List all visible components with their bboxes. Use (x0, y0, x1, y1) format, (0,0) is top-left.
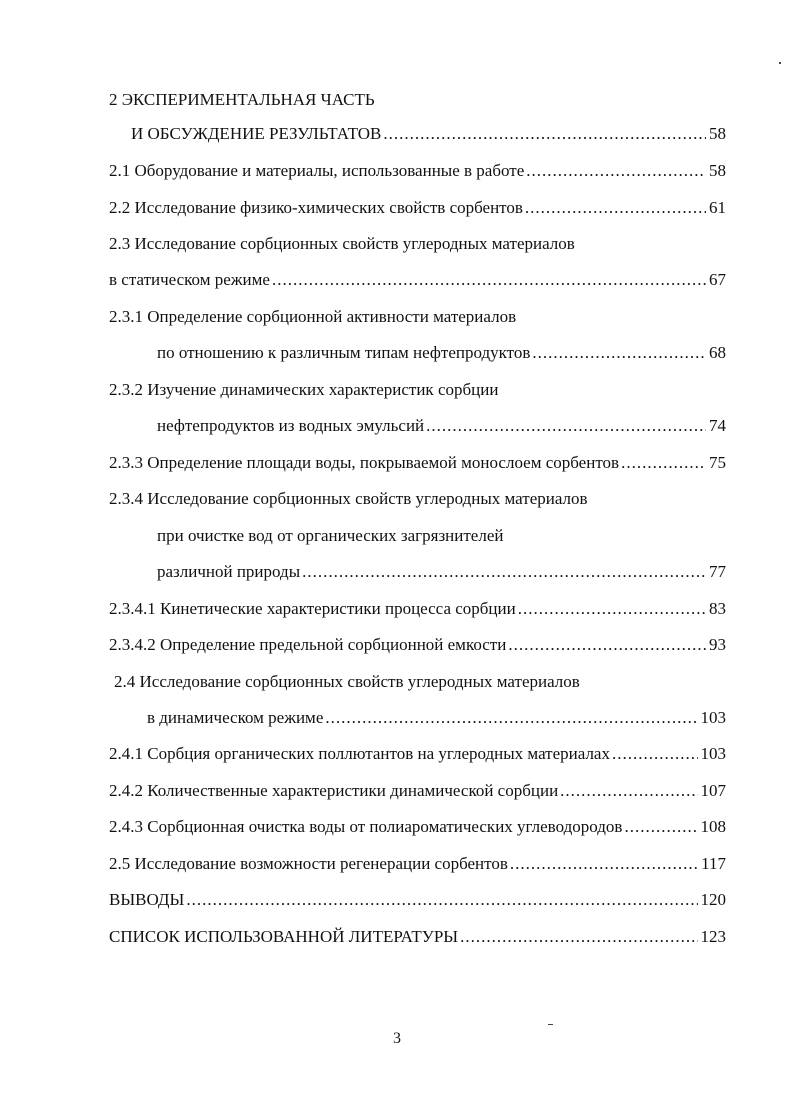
dot-leader (426, 414, 706, 438)
dot-leader (532, 341, 706, 365)
toc-title: 2.3.1 Определение сорбционной активности материалов (109, 307, 517, 326)
toc-title: 2.2 Исследование физико-химических свойств сорбентов (109, 198, 523, 217)
toc-page-number: 123 (700, 927, 726, 946)
dot-leader (460, 925, 697, 949)
scan-speck (548, 1024, 553, 1025)
toc-title: 2.3.3 Определение площади воды, покрываемой монослоем сорбентов (109, 453, 620, 472)
toc-title: 2.3.4.1 Кинетические характеристики процесса сорбции (109, 599, 516, 618)
toc-entry-2-4-1 (109, 742, 726, 766)
dot-leader (624, 815, 697, 839)
dot-leader (508, 633, 706, 657)
toc-page-number: 77 (709, 562, 726, 581)
toc-title: ВЫВОДЫ (109, 890, 185, 909)
toc-page-number: 120 (700, 890, 726, 909)
toc-page-number: 75 (709, 453, 726, 472)
dot-leader (510, 852, 698, 876)
toc-page-number: 74 (709, 416, 726, 435)
toc-title: 2.1 Оборудование и материалы, использованные в работе (109, 161, 525, 180)
toc-page-number: 67 (709, 270, 726, 289)
toc-title: 2.4 Исследование сорбционных свойств углеродных материалов (114, 672, 580, 691)
toc-page-number: 68 (709, 343, 726, 362)
toc-heading-section-2 (109, 88, 726, 112)
toc-entry-2-2 (109, 196, 726, 220)
dot-leader (302, 560, 706, 584)
toc-title: 2.5 Исследование возможности регенерации сорбентов (109, 854, 508, 873)
toc-entry-2-3-4-2 (109, 633, 726, 657)
toc-entry-2-3-3 (109, 451, 726, 475)
toc-entry-2-3 (109, 268, 726, 292)
toc-title: 2.3.2 Изучение динамических характеристик сорбции (109, 380, 499, 399)
dot-leader (525, 196, 706, 220)
scan-speck (779, 62, 781, 64)
dot-leader (526, 159, 706, 183)
toc-page-number: 103 (700, 744, 726, 763)
toc-entry-2-3-1 (157, 341, 726, 365)
toc-title: 2.3 Исследование сорбционных свойств углеродных материалов (109, 234, 575, 253)
toc-entry-2-4-line1 (114, 670, 726, 694)
toc-title: различной природы (157, 562, 301, 581)
toc-entry-2-4-2 (109, 779, 726, 803)
toc-entry-2-3-1-line1 (109, 305, 726, 329)
toc-entry-2-3-4-line1 (109, 487, 726, 511)
dot-leader (383, 122, 706, 146)
toc-page-number: 103 (700, 708, 726, 727)
toc-title: 2.4.1 Сорбция органических поллютантов на углеродных материалах (109, 744, 610, 763)
toc-page-number: 108 (700, 817, 726, 836)
toc-title: 2.4.3 Сорбционная очистка воды от полиароматических углеводородов (109, 817, 623, 836)
toc-title: в динамическом режиме (147, 708, 324, 727)
toc-entry-2-4 (147, 706, 726, 730)
toc-page-number: 58 (709, 124, 726, 143)
toc-entry-2-5 (109, 852, 726, 876)
toc-entry-2-4-3 (109, 815, 726, 839)
dot-leader (518, 597, 706, 621)
toc-title: 2.4.2 Количественные характеристики динамической сорбции (109, 781, 559, 800)
toc-title: нефтепродуктов из водных эмульсий (157, 416, 425, 435)
toc-page-number: 107 (700, 781, 726, 800)
toc-entry-2-3-4 (157, 560, 726, 584)
dot-leader (612, 742, 698, 766)
toc-title: в статическом режиме (109, 270, 270, 289)
toc-entry-2-3-4-1 (109, 597, 726, 621)
toc-page-number: 93 (709, 635, 726, 654)
toc-page-number: 117 (701, 854, 726, 873)
toc-title: 2.3.4 Исследование сорбционных свойств углеродных материалов (109, 489, 588, 508)
dot-leader (186, 888, 697, 912)
toc-entry-conclusions (109, 888, 726, 912)
dot-leader (272, 268, 706, 292)
toc-title: 2 ЭКСПЕРИМЕНТАЛЬНАЯ ЧАСТЬ (109, 90, 375, 109)
dot-leader (560, 779, 697, 803)
toc-entry-2-3-line1 (109, 232, 726, 256)
toc-page-number: 58 (709, 161, 726, 180)
toc-title: 2.3.4.2 Определение предельной сорбционной емкости (109, 635, 507, 654)
toc-page-number: 61 (709, 198, 726, 217)
toc-entry-section-2 (131, 122, 726, 146)
toc-entry-2-3-2-line1 (109, 378, 726, 402)
toc-entry-references (109, 925, 726, 949)
toc-page-number: 83 (709, 599, 726, 618)
toc-entry-2-3-4-line2 (157, 524, 726, 548)
dot-leader (325, 706, 697, 730)
toc-entry-2-3-2 (157, 414, 726, 438)
page-number: 3 (393, 1030, 401, 1047)
toc-title: по отношению к различным типам нефтепродуктов (157, 343, 531, 362)
toc-title: И ОБСУЖДЕНИЕ РЕЗУЛЬТАТОВ (131, 124, 382, 143)
toc-title: при очистке вод от органических загрязнителей (157, 526, 504, 545)
dot-leader (621, 451, 706, 475)
toc-entry-2-1 (109, 159, 726, 183)
toc-title: СПИСОК ИСПОЛЬЗОВАННОЙ ЛИТЕРАТУРЫ (109, 927, 459, 946)
